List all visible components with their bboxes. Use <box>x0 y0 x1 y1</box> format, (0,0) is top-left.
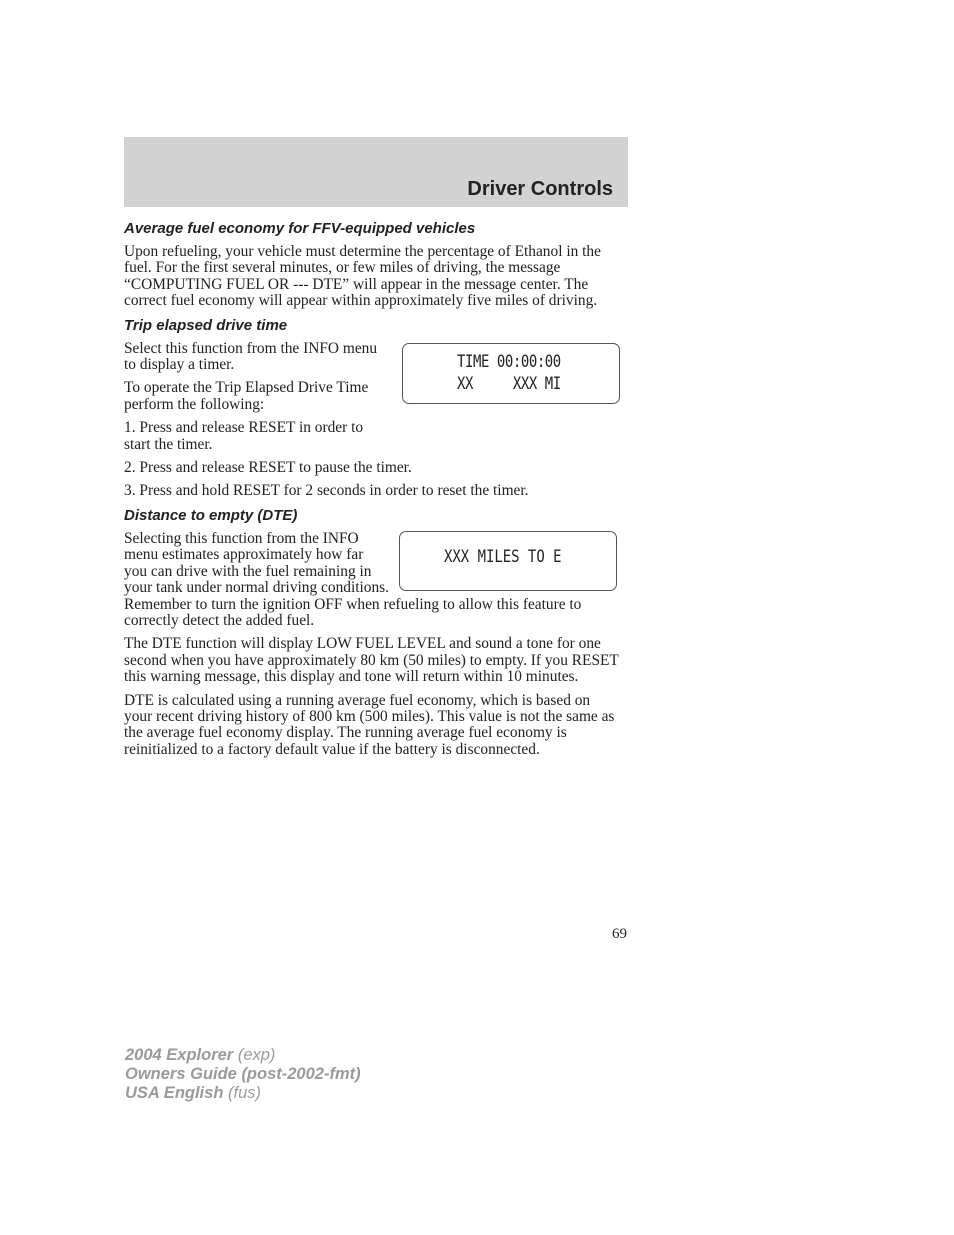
dte-display-line: XXX MILES TO E <box>444 546 562 567</box>
footer-language: USA English <box>125 1084 224 1102</box>
step-1: 1. Press and release RESET in order to start the timer. <box>124 419 364 453</box>
paragraph: Remember to turn the ignition OFF when refueling to allow this feature to correctly detect the added fuel. <box>124 595 582 629</box>
page-content <box>124 220 620 765</box>
footer-line-2 <box>125 1065 361 1084</box>
dte-text <box>124 531 389 597</box>
dte-block <box>124 531 620 597</box>
paragraph: Select this function from the INFO menu to display a timer. <box>124 339 378 374</box>
paragraph: Selecting this function from the INFO menu estimates approximately how far you can drive with the fuel remaining in your tank under normal driving conditions. <box>124 529 390 597</box>
trip-timer-text <box>124 341 389 453</box>
footer-model: 2004 Explorer <box>125 1046 234 1064</box>
paragraph: Upon refueling, your vehicle must determine the percentage of Ethanol in the fuel. For the first several minutes, or few miles of driving, the message “COMPUTING FUEL OR --- DTE” will appear in the message center. The correct fuel economy will appear within approximately five miles of driving. <box>124 243 601 310</box>
timer-display-line-1: TIME 00:00:00 <box>457 351 561 372</box>
footer-line-1 <box>125 1046 361 1065</box>
footer-guide: Owners Guide (post-2002-fmt) <box>125 1065 361 1083</box>
dte-display-illustration <box>399 531 617 591</box>
paragraph: DTE is calculated using a running average fuel economy, which is based on your recent driving history of 800 km (500 miles). This value is not the same as the average fuel economy display. The running average fuel economy is reinitialized to a factory default value if the battery is disconnected. <box>124 691 615 758</box>
step-2: 2. Press and release RESET to pause the timer. <box>124 459 412 477</box>
footer-language-code: (fus) <box>223 1084 261 1102</box>
section-title: Driver Controls <box>467 178 613 200</box>
header-band <box>124 137 628 207</box>
footer-model-code: (exp) <box>233 1046 276 1064</box>
paragraph: The DTE function will display LOW FUEL LEVEL and sound a tone for one second when you have approximately 80 km (50 miles) to empty. If you RESET this warning message, this display and tone will return within 10 minutes. <box>124 635 619 686</box>
footer <box>125 1046 361 1103</box>
timer-display-illustration <box>402 343 620 404</box>
page-number: 69 <box>612 926 627 942</box>
step-3: 3. Press and hold RESET for 2 seconds in order to reset the timer. <box>124 482 529 500</box>
footer-line-3 <box>125 1084 361 1103</box>
heading-trip-elapsed-time: Trip elapsed drive time <box>124 316 288 334</box>
heading-ffv-fuel-economy: Average fuel economy for FFV-equipped vehicles <box>124 220 476 237</box>
timer-display-line-2: XX XXX MI <box>457 373 561 394</box>
heading-distance-to-empty: Distance to empty (DTE) <box>124 506 298 524</box>
trip-timer-block <box>124 341 620 453</box>
paragraph: To operate the Trip Elapsed Drive Time perform the following: <box>124 379 369 413</box>
